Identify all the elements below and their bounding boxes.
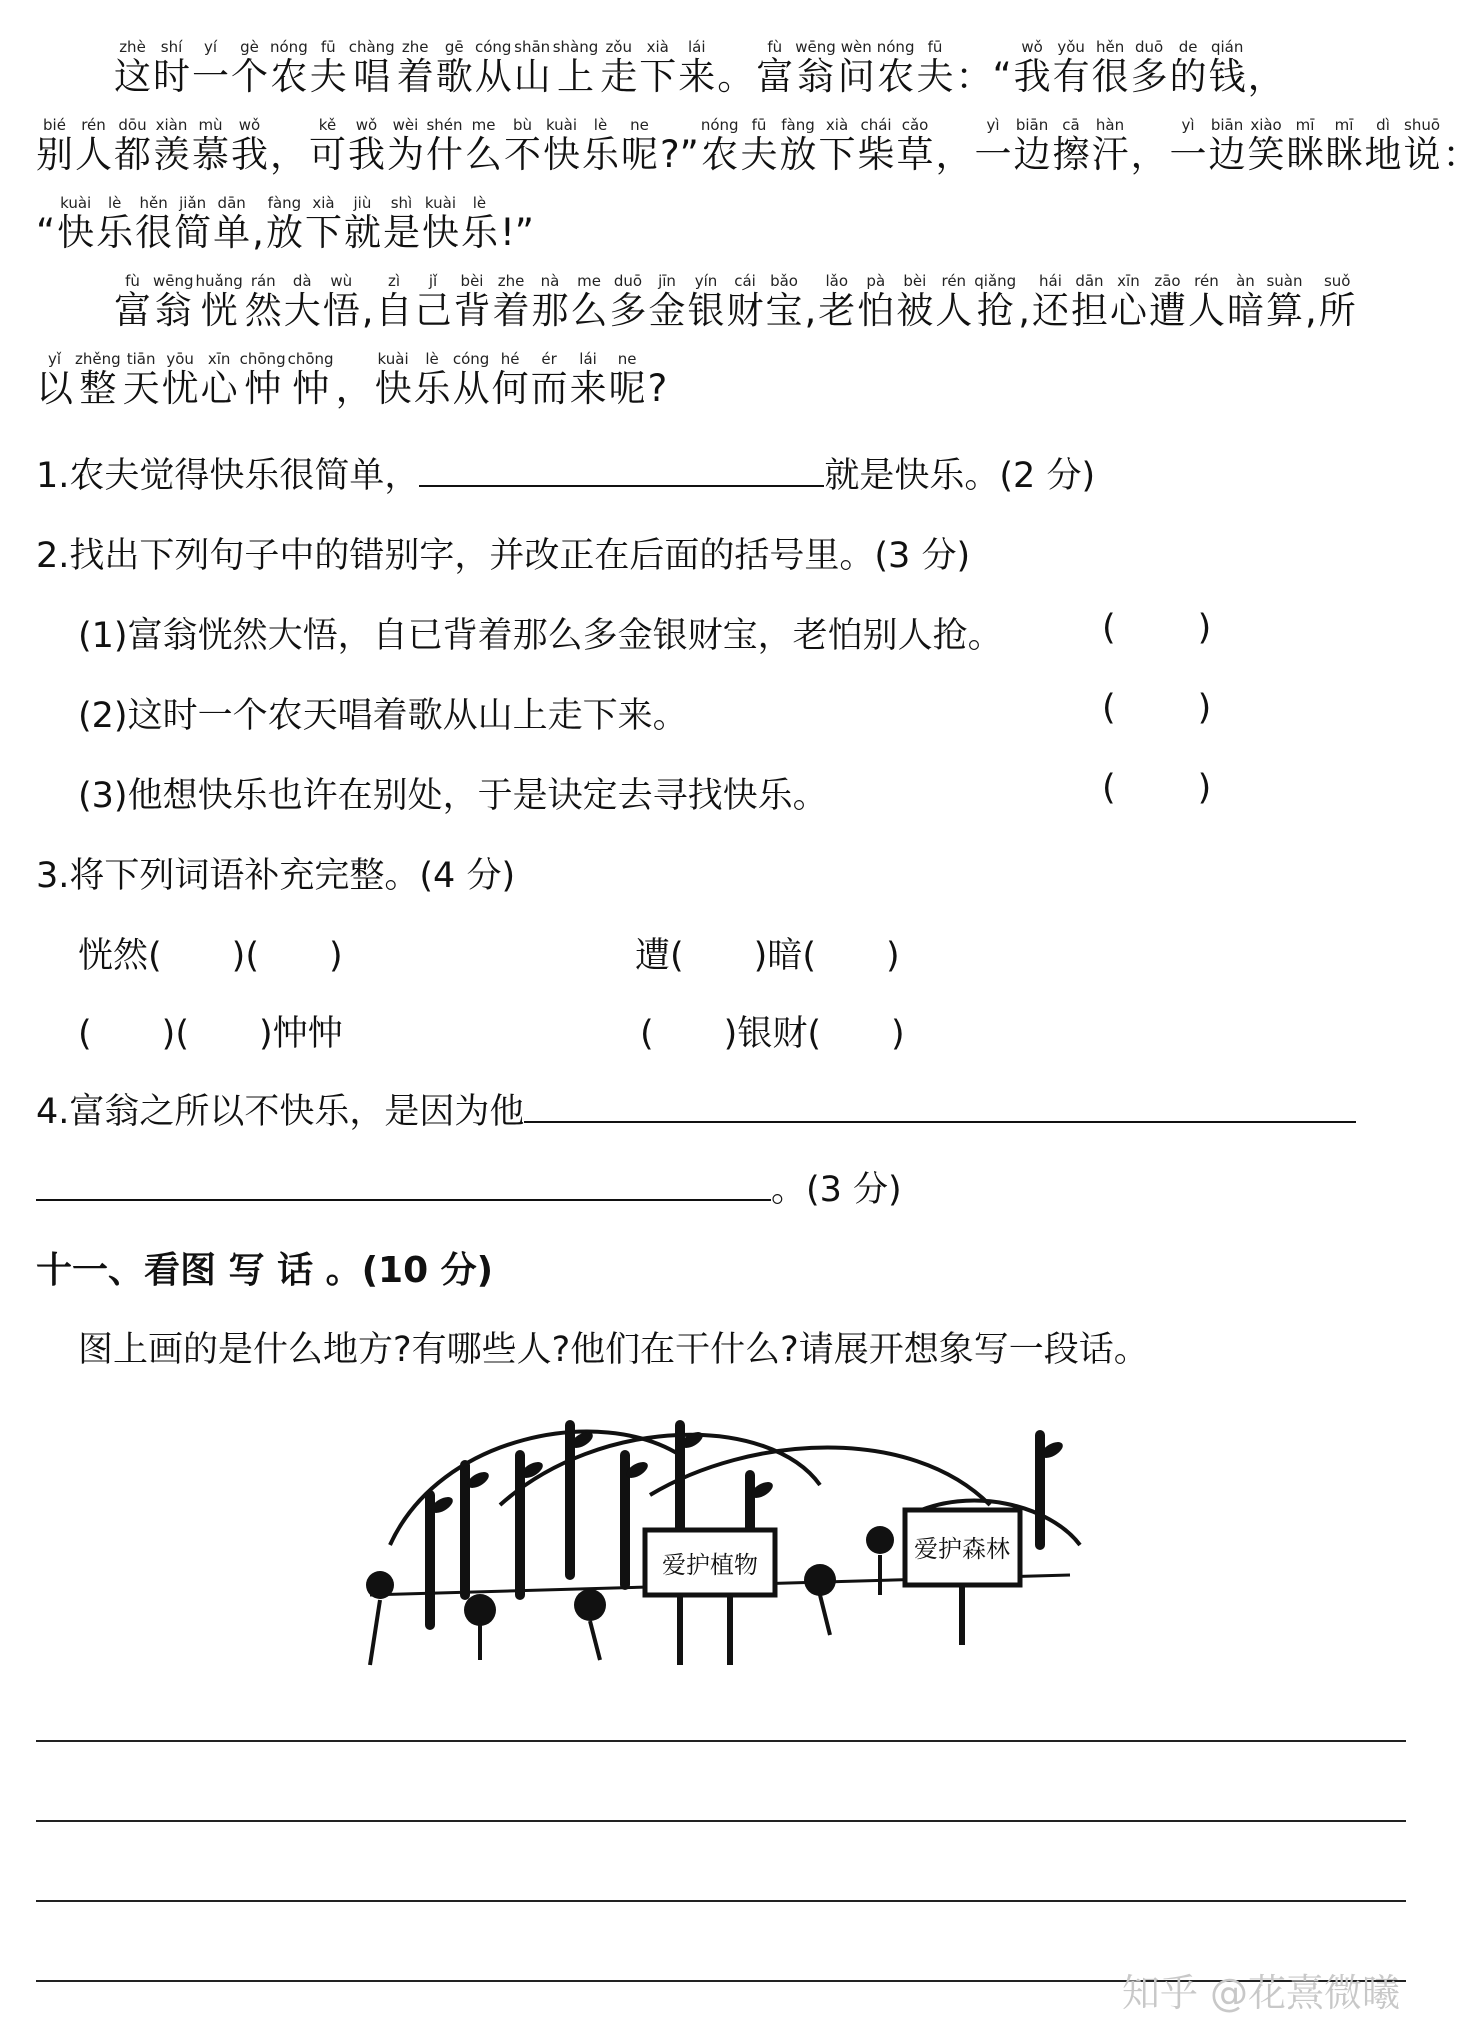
pinyin: mī — [1286, 116, 1324, 134]
pinyin: xiàn — [153, 116, 190, 134]
pinyin: wēng — [153, 272, 194, 290]
pinyin: qián — [1208, 38, 1246, 56]
passage-char: 羡xiàn — [153, 116, 190, 176]
pinyin: shén — [426, 116, 463, 134]
passage-char: 一yì — [1169, 116, 1207, 176]
passage-char: 很hěn — [135, 194, 173, 254]
question-4-cont — [36, 1162, 902, 1212]
passage-char: 。 — [717, 55, 755, 98]
pinyin: ne — [608, 350, 646, 368]
passage-char: 我wǒ — [1013, 38, 1051, 98]
pinyin: bǎo — [765, 272, 803, 290]
pinyin: fū — [916, 38, 954, 56]
passage-char: 都dōu — [114, 116, 151, 176]
pinyin: huǎng — [195, 272, 243, 290]
passage-char: 忡chōng — [239, 350, 286, 410]
passage-char: , — [361, 289, 374, 332]
pinyin: shuō — [1403, 116, 1441, 134]
pinyin: lè — [460, 194, 498, 212]
passage-char: 走zǒu — [600, 38, 638, 98]
passage-char: 就jiù — [343, 194, 381, 254]
passage-char: 而ér — [530, 350, 568, 410]
passage-char: 夫fū — [916, 38, 954, 98]
pinyin: wǒ — [1013, 38, 1051, 56]
question-1-tail: 就是快乐。(2 分) — [824, 456, 1096, 496]
passage-char: 着zhe — [396, 38, 434, 98]
pinyin: dà — [283, 272, 321, 290]
passage-char: 财cái — [726, 272, 764, 332]
pinyin: kě — [309, 116, 346, 134]
passage-char: 忧yōu — [161, 350, 199, 410]
passage-char: 单dān — [213, 194, 251, 254]
passage-char: 着zhe — [492, 272, 530, 332]
passage-char: 农nóng — [270, 38, 308, 98]
pinyin: duō — [609, 272, 647, 290]
passage-char: 唱chàng — [348, 38, 395, 98]
pinyin: xīn — [1109, 272, 1147, 290]
pinyin: hé — [491, 350, 529, 368]
passage-char: 笑xiào — [1247, 116, 1285, 176]
sign-protect-plants — [645, 1530, 775, 1665]
pinyin: dān — [1070, 272, 1108, 290]
pinyin: yǐ — [36, 350, 73, 368]
writing-line-3[interactable] — [36, 1900, 1406, 1902]
pinyin: bié — [36, 116, 73, 134]
passage-char: 富fù — [756, 38, 794, 98]
passage-char: 然rán — [244, 272, 282, 332]
passage-char: 暗àn — [1226, 272, 1264, 332]
tree-planting-illustration — [350, 1395, 1090, 1665]
passage-char: 乐lè — [582, 116, 619, 176]
idiom-3: ( )( )忡忡 — [78, 1014, 343, 1054]
svg-text:爱护森林: 爱护森林 — [914, 1535, 1010, 1563]
idiom-1: 恍然( )( ) — [78, 936, 343, 976]
passage-line-1 — [36, 40, 1416, 118]
passage-char: 金jīn — [648, 272, 686, 332]
pinyin: suǒ — [1318, 272, 1356, 290]
pinyin: tiān — [122, 350, 160, 368]
pinyin: cái — [726, 272, 764, 290]
watermark: 知乎 @花熹微曦 — [1121, 1971, 1400, 2015]
question-2-item-1: (1)富翁恍然大悟，自已背着那么多金银财宝，老怕别人抢。 — [78, 616, 1003, 656]
pinyin: wèn — [837, 38, 875, 56]
section-11-title: 十一、看图 写 话 。(10 分) — [36, 1250, 494, 1291]
pinyin: zāo — [1148, 272, 1186, 290]
pinyin: yì — [1169, 116, 1207, 134]
passage-char: 眯mī — [1286, 116, 1324, 176]
pinyin: suàn — [1265, 272, 1303, 290]
passage-char: 农nóng — [876, 38, 915, 98]
pinyin: chàng — [348, 38, 395, 56]
passage-char: 有yǒu — [1052, 38, 1090, 98]
passage-char: ?” — [660, 133, 699, 176]
passage-char: 问wèn — [837, 38, 875, 98]
passage-char: 地dì — [1364, 116, 1402, 176]
passage-char: 一yí — [192, 38, 229, 98]
pinyin: rén — [935, 272, 973, 290]
passage-char: 眯mī — [1325, 116, 1363, 176]
pinyin: biān — [1208, 116, 1246, 134]
passage-char: 是shì — [382, 194, 420, 254]
passage-char: 快kuài — [543, 116, 580, 176]
pinyin: fù — [114, 272, 151, 290]
passage-char: 别bié — [36, 116, 73, 176]
passage-char: 边biān — [1013, 116, 1051, 176]
passage-char: 柴chái — [857, 116, 895, 176]
pinyin: cā — [1052, 116, 1090, 134]
passage-char: 时shí — [153, 38, 190, 98]
pinyin: wǒ — [348, 116, 385, 134]
passage-char: , — [252, 211, 264, 254]
pinyin: nà — [531, 272, 569, 290]
passage-char: 遭zāo — [1148, 272, 1186, 332]
passage-char: 夫fū — [309, 38, 347, 98]
passage-char: 简jiǎn — [174, 194, 212, 254]
pinyin: xià — [639, 38, 677, 56]
pinyin: hàn — [1091, 116, 1129, 134]
passage-char: 下xià — [818, 116, 856, 176]
pinyin: chái — [857, 116, 895, 134]
passage-char: ， — [935, 133, 973, 176]
pinyin: chōng — [287, 350, 334, 368]
pinyin: àn — [1226, 272, 1264, 290]
passage-char: 不bù — [504, 116, 541, 176]
pinyin: zhe — [396, 38, 434, 56]
pinyin: lái — [569, 350, 607, 368]
passage-char: 放fàng — [265, 194, 303, 254]
passage-char: 所suǒ — [1318, 272, 1356, 332]
pinyin: fàng — [779, 116, 817, 134]
pinyin: xià — [304, 194, 342, 212]
pinyin: shàng — [552, 38, 599, 56]
pinyin: hěn — [1091, 38, 1129, 56]
pinyin: kuài — [57, 194, 95, 212]
pinyin: fù — [756, 38, 794, 56]
pinyin: fàng — [265, 194, 303, 212]
pinyin: gè — [231, 38, 268, 56]
pinyin: duō — [1130, 38, 1168, 56]
svg-text:爱护植物: 爱护植物 — [662, 1551, 758, 1579]
passage-char: 歌gē — [435, 38, 473, 98]
writing-line-1[interactable] — [36, 1740, 1406, 1742]
question-4-text: 4.富翁之所以不快乐，是因为他 — [36, 1092, 525, 1132]
passage-char: 翁wēng — [795, 38, 836, 98]
pinyin: xià — [818, 116, 856, 134]
passage-char: 乐lè — [96, 194, 134, 254]
passage-char: 我wǒ — [348, 116, 385, 176]
passage-char: 慕mù — [192, 116, 229, 176]
passage-char: 那nà — [531, 272, 569, 332]
answer-blank-1[interactable] — [419, 455, 824, 487]
pinyin: kuài — [374, 350, 412, 368]
passage-char: 恍huǎng — [195, 272, 243, 332]
passage-char: 这zhè — [114, 38, 151, 98]
pinyin: jiǎn — [174, 194, 212, 212]
passage-char: 农nóng — [700, 116, 739, 176]
passage-char: 怕pà — [857, 272, 895, 332]
pinyin: lè — [413, 350, 451, 368]
passage-char: 担dān — [1070, 272, 1108, 332]
passage-char: 多duō — [609, 272, 647, 332]
pinyin: yì — [974, 116, 1012, 134]
pinyin: lè — [96, 194, 134, 212]
pinyin: zhěng — [75, 350, 121, 368]
passage-char: 富fù — [114, 272, 151, 332]
passage-char: 上shàng — [552, 38, 599, 98]
passage-char: 背bèi — [453, 272, 491, 332]
pinyin: gē — [435, 38, 473, 56]
passage-char: 从cóng — [474, 38, 512, 98]
pinyin: xīn — [200, 350, 238, 368]
passage-char: 算suàn — [1265, 272, 1303, 332]
passage-char: ? — [647, 367, 668, 410]
pinyin: kuài — [421, 194, 459, 212]
passage-char: , — [1304, 289, 1317, 332]
passage-char: 下xià — [639, 38, 677, 98]
idiom-4: ( )银财( ) — [640, 1014, 905, 1054]
passage-char: ： — [1442, 133, 1480, 176]
passage-line-4 — [36, 274, 1416, 352]
pinyin: lǎo — [818, 272, 856, 290]
pinyin: cǎo — [896, 116, 934, 134]
pinyin: pà — [857, 272, 895, 290]
pinyin: jǐ — [414, 272, 452, 290]
passage-char: , — [804, 289, 817, 332]
passage-char: 为wèi — [387, 116, 424, 176]
passage-line-5 — [36, 352, 1416, 430]
question-2-item-2: (2)这时一个农天唱着歌从山上走下来。 — [78, 696, 688, 736]
passage-line-3 — [36, 196, 1416, 274]
pinyin: biān — [1013, 116, 1051, 134]
pinyin: dān — [213, 194, 251, 212]
pinyin: shān — [513, 38, 551, 56]
passage-char: 翁wēng — [153, 272, 194, 332]
pinyin: dì — [1364, 116, 1402, 134]
passage-char: 来lái — [678, 38, 716, 98]
passage-char: 一yì — [974, 116, 1012, 176]
passage-char: 人rén — [75, 116, 112, 176]
passage-char: 还hái — [1031, 272, 1069, 332]
question-4 — [36, 1084, 1356, 1134]
pinyin: nóng — [876, 38, 915, 56]
passage-char: 的de — [1169, 38, 1207, 98]
pinyin: kuài — [543, 116, 580, 134]
pinyin: xiào — [1247, 116, 1285, 134]
passage-char: “ — [36, 211, 56, 254]
pinyin: wèi — [387, 116, 424, 134]
pinyin: rén — [75, 116, 112, 134]
answer-paren-1[interactable]: ( ) — [1102, 608, 1212, 648]
pinyin: cóng — [452, 350, 490, 368]
pinyin: rán — [244, 272, 282, 290]
pinyin: bèi — [896, 272, 934, 290]
pinyin: qiǎng — [974, 272, 1017, 290]
passage-char: 乐lè — [460, 194, 498, 254]
story-passage — [36, 38, 1480, 430]
question-4-tail: 。(3 分) — [771, 1170, 902, 1210]
passage-char: 己jǐ — [414, 272, 452, 332]
pinyin: zhè — [114, 38, 151, 56]
pinyin: nóng — [700, 116, 739, 134]
passage-char: 快kuài — [421, 194, 459, 254]
passage-char: 整zhěng — [75, 350, 121, 410]
pinyin: zǒu — [600, 38, 638, 56]
passage-line-2 — [36, 116, 1480, 196]
passage-char: 乐lè — [413, 350, 451, 410]
passage-char: 下xià — [304, 194, 342, 254]
pinyin: wù — [322, 272, 360, 290]
sign-protect-forest — [905, 1510, 1020, 1645]
pinyin: lái — [678, 38, 716, 56]
pinyin: fū — [740, 116, 778, 134]
pinyin: me — [465, 116, 502, 134]
passage-char: 草cǎo — [896, 116, 934, 176]
pinyin: zhe — [492, 272, 530, 290]
passage-char: 么me — [570, 272, 608, 332]
pinyin: wǒ — [231, 116, 268, 134]
passage-char: 宝bǎo — [765, 272, 803, 332]
pinyin: hěn — [135, 194, 173, 212]
passage-char: 何hé — [491, 350, 529, 410]
pinyin: shì — [382, 194, 420, 212]
passage-char: ， — [1130, 133, 1168, 176]
question-2-title: 2.找出下列句子中的错别字，并改正在后面的括号里。(3 分) — [36, 536, 971, 576]
passage-char: 么me — [465, 116, 502, 176]
pinyin: me — [570, 272, 608, 290]
passage-char: 大dà — [283, 272, 321, 332]
pinyin: hái — [1031, 272, 1069, 290]
passage-char: 呢ne — [608, 350, 646, 410]
pinyin: bèi — [453, 272, 491, 290]
passage-char: 心xīn — [1109, 272, 1147, 332]
passage-char: 天tiān — [122, 350, 160, 410]
passage-char: 边biān — [1208, 116, 1246, 176]
passage-char: 汗hàn — [1091, 116, 1129, 176]
pinyin: dōu — [114, 116, 151, 134]
passage-char: 从cóng — [452, 350, 490, 410]
pinyin: nóng — [270, 38, 308, 56]
passage-char: ：“ — [955, 55, 1012, 98]
passage-char: 夫fū — [740, 116, 778, 176]
pinyin: jiù — [343, 194, 381, 212]
passage-char: 来lái — [569, 350, 607, 410]
pinyin: lè — [582, 116, 619, 134]
pinyin: chōng — [239, 350, 286, 368]
answer-paren-3[interactable]: ( ) — [1102, 768, 1212, 808]
passage-char: 说shuō — [1403, 116, 1441, 176]
answer-blank-4a[interactable] — [524, 1091, 1356, 1123]
passage-char: 以yǐ — [36, 350, 73, 410]
passage-char: 呢ne — [621, 116, 658, 176]
question-3-title: 3.将下列词语补充完整。(4 分) — [36, 856, 516, 896]
passage-char: 自zì — [375, 272, 413, 332]
pinyin: rén — [1187, 272, 1225, 290]
passage-char: 人rén — [1187, 272, 1225, 332]
passage-char: ， — [270, 133, 307, 176]
pinyin: wēng — [795, 38, 836, 56]
answer-paren-2[interactable]: ( ) — [1102, 688, 1212, 728]
passage-char: 被bèi — [896, 272, 934, 332]
passage-char: 忡chōng — [287, 350, 334, 410]
pinyin: ne — [621, 116, 658, 134]
pinyin: yǒu — [1052, 38, 1090, 56]
passage-char: 个gè — [231, 38, 268, 98]
passage-char: 心xīn — [200, 350, 238, 410]
passage-char: 人rén — [935, 272, 973, 332]
passage-char: 山shān — [513, 38, 551, 98]
passage-char: 放fàng — [779, 116, 817, 176]
passage-char: !” — [499, 211, 534, 254]
passage-char: 擦cā — [1052, 116, 1090, 176]
question-1 — [36, 448, 1095, 498]
pinyin: cóng — [474, 38, 512, 56]
answer-blank-4b[interactable] — [36, 1169, 771, 1201]
passage-char: 银yín — [687, 272, 725, 332]
passage-char: 老lǎo — [818, 272, 856, 332]
passage-char: 抢qiǎng — [974, 272, 1017, 332]
pinyin: yín — [687, 272, 725, 290]
pinyin: de — [1169, 38, 1207, 56]
passage-char: 多duō — [1130, 38, 1168, 98]
pinyin: fū — [309, 38, 347, 56]
question-2-item-3: (3)他想快乐也许在别处，于是诀定去寻找快乐。 — [78, 776, 828, 816]
passage-char: ， — [335, 367, 373, 410]
pinyin: zì — [375, 272, 413, 290]
pinyin: jīn — [648, 272, 686, 290]
pinyin: yōu — [161, 350, 199, 368]
idiom-2: 遭( )暗( ) — [635, 936, 900, 976]
pinyin: yí — [192, 38, 229, 56]
pinyin: mī — [1325, 116, 1363, 134]
question-1-text: 1.农夫觉得快乐很简单， — [36, 456, 420, 496]
pinyin: bù — [504, 116, 541, 134]
pinyin: ér — [530, 350, 568, 368]
passage-char: 钱qián — [1208, 38, 1246, 98]
passage-char: 我wǒ — [231, 116, 268, 176]
section-11-prompt: 图上画的是什么地方?有哪些人?他们在干什么?请展开想象写一段话。 — [78, 1330, 1149, 1370]
passage-char: 很hěn — [1091, 38, 1129, 98]
passage-char: 什shén — [426, 116, 463, 176]
passage-char: 快kuài — [57, 194, 95, 254]
passage-char: 悟wù — [322, 272, 360, 332]
passage-char: 可kě — [309, 116, 346, 176]
passage-char: 快kuài — [374, 350, 412, 410]
passage-char: ， — [1247, 55, 1285, 98]
pinyin: mù — [192, 116, 229, 134]
passage-char: , — [1018, 289, 1030, 332]
writing-line-2[interactable] — [36, 1820, 1406, 1822]
pinyin: shí — [153, 38, 190, 56]
